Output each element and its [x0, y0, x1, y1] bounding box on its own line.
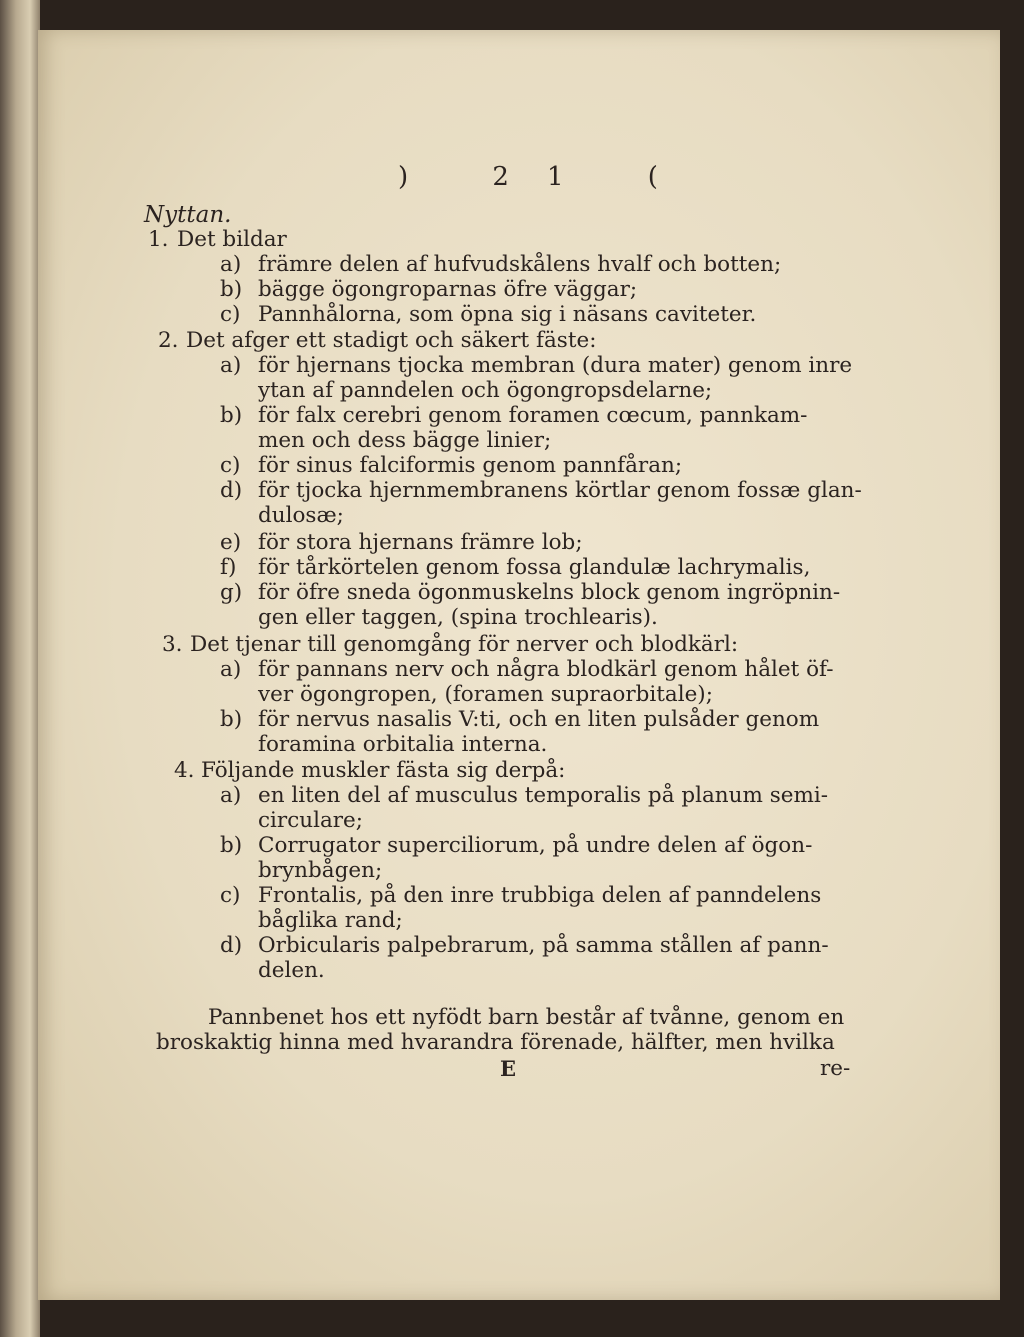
sub-line: gen eller taggen, (spina trochlearis).: [258, 605, 658, 630]
catchword: re-: [820, 1056, 851, 1081]
paragraph-line: Pannbenet hos ett nyfödt barn består af tvånne, genom en: [208, 1005, 845, 1030]
sub-line: för stora hjernans främre lob;: [258, 530, 583, 555]
sub-line: bägge ögongroparnas öfre väggar;: [258, 277, 638, 302]
sub-line: för tårkörtelen genom fossa glandulæ lachrymalis,: [258, 555, 811, 580]
section-title: Nyttan.: [144, 202, 232, 228]
sub-label: a): [220, 353, 242, 378]
sub-label: c): [220, 883, 241, 908]
paragraph-line: broskaktig hinna med hvarandra förenade, hälfter, men hvilka: [156, 1030, 835, 1055]
sub-line: för öfre sneda ögonmuskelns block genom ingröpnin-: [258, 580, 841, 605]
sub-line: delen.: [258, 958, 325, 983]
sub-line: för pannans nerv och några blodkärl genom hålet öf-: [258, 657, 834, 682]
sub-label: c): [220, 453, 241, 478]
item-number: 3.: [162, 632, 183, 657]
item-number: 4.: [174, 758, 195, 783]
sub-line: båglika rand;: [258, 908, 403, 933]
sub-line: för nervus nasalis V:ti, och en liten pulsåder genom: [258, 707, 820, 732]
sub-line: ver ögongropen, (foramen supraorbitale);: [258, 682, 713, 707]
sub-label: d): [220, 478, 243, 503]
sub-line: Corrugator superciliorum, på undre delen af ögon-: [258, 833, 813, 858]
sub-line: en liten del af musculus temporalis på planum semi-: [258, 783, 829, 808]
sub-line: för tjocka hjernmembranens körtlar genom fossæ glan-: [258, 478, 862, 503]
sub-label: b): [220, 403, 243, 428]
sub-label: a): [220, 657, 242, 682]
sub-label: b): [220, 833, 243, 858]
item-line: Följande muskler fästa sig derpå:: [201, 758, 566, 783]
item-number: 1.: [148, 227, 169, 252]
sub-label: b): [220, 707, 243, 732]
sub-line: Pannhålorna, som öpna sig i näsans caviteter.: [258, 302, 757, 327]
sub-line: för sinus falciformis genom pannfåran;: [258, 453, 683, 478]
sub-label: a): [220, 783, 242, 808]
sub-label: d): [220, 933, 243, 958]
sub-label: g): [220, 580, 243, 605]
sub-line: dulosæ;: [258, 503, 344, 528]
sub-line: foramina orbitalia interna.: [258, 732, 548, 757]
book-page: [38, 30, 1000, 1300]
sub-label: c): [220, 302, 241, 327]
signature-mark: E: [500, 1056, 517, 1081]
book-spine-edge: [0, 0, 40, 1337]
item-line: Det afger ett stadigt och säkert fäste:: [186, 328, 597, 353]
item-line: Det tjenar till genomgång för nerver och blodkärl:: [190, 632, 739, 657]
item-number: 2.: [158, 328, 179, 353]
sub-line: Frontalis, på den inre trubbiga delen af panndelens: [258, 883, 822, 908]
sub-line: ytan af panndelen och ögongropsdelarne;: [258, 378, 713, 403]
sub-line: för hjernans tjocka membran (dura mater) genom inre: [258, 353, 853, 378]
sub-line: men och dess bägge linier;: [258, 428, 552, 453]
sub-label: f): [220, 555, 237, 580]
sub-line: circulare;: [258, 808, 364, 833]
sub-line: för falx cerebri genom foramen cœcum, pannkam-: [258, 403, 808, 428]
sub-line: främre delen af hufvudskålens hvalf och botten;: [258, 252, 782, 277]
sub-line: brynbågen;: [258, 858, 383, 883]
sub-label: a): [220, 252, 242, 277]
sub-label: e): [220, 530, 242, 555]
item-line: Det bildar: [177, 227, 287, 252]
page-number: ) 21 (: [398, 162, 696, 192]
sub-line: Orbicularis palpebrarum, på samma stållen af pann-: [258, 933, 829, 958]
sub-label: b): [220, 277, 243, 302]
